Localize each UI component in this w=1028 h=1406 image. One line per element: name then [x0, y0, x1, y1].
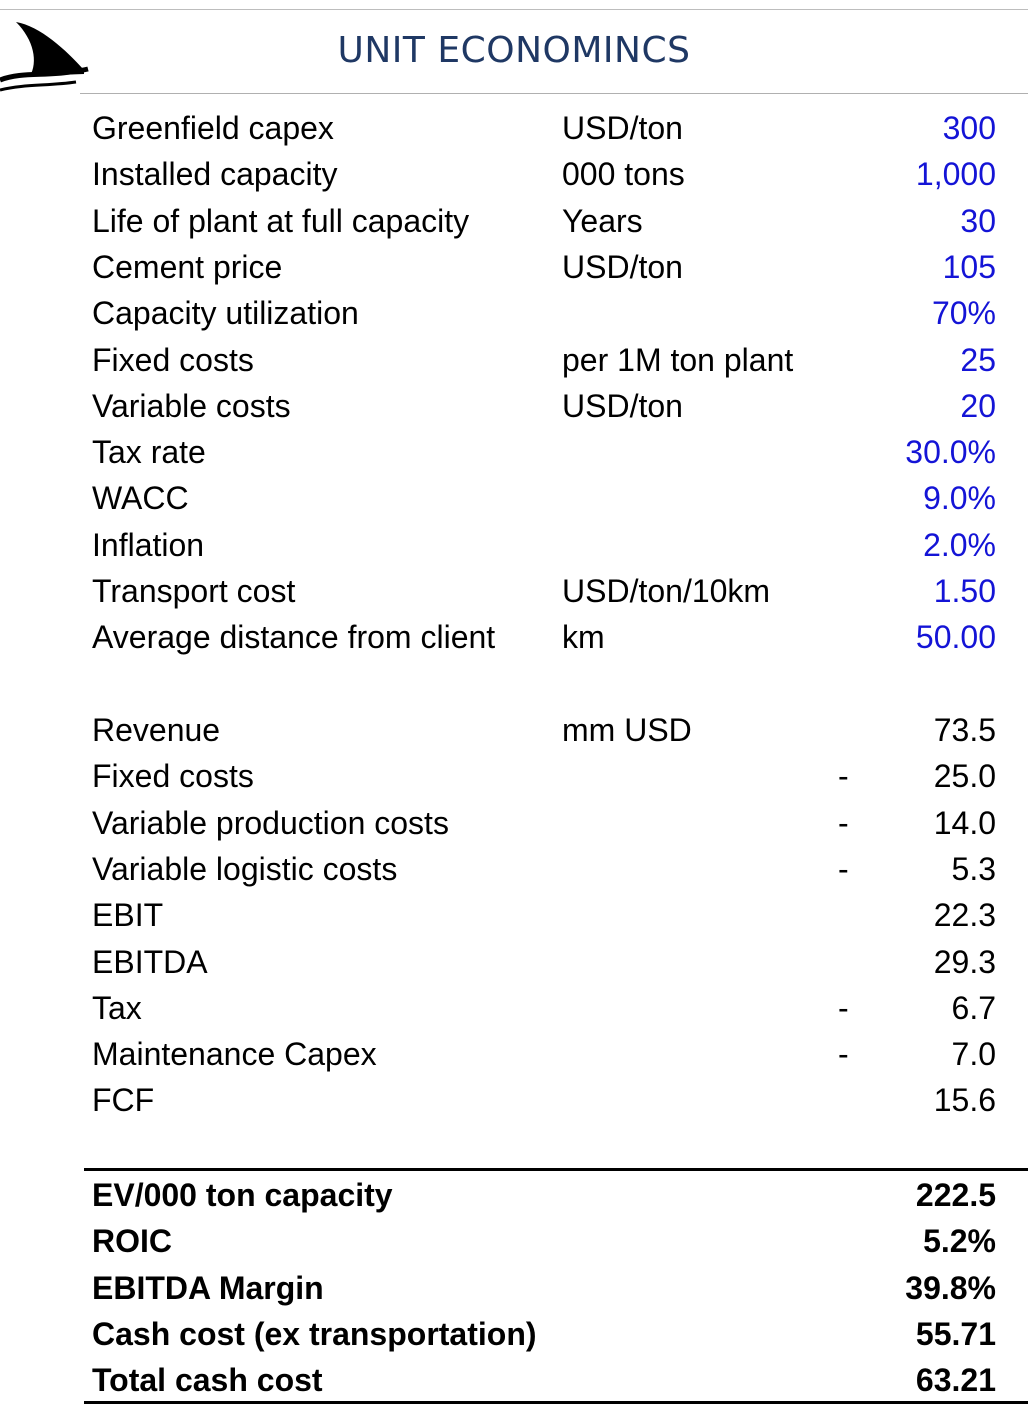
row-label: EBIT: [92, 897, 164, 934]
summary-label: ROIC: [92, 1223, 172, 1260]
summary-label: EV/000 ton capacity: [92, 1177, 393, 1213]
input-value: 1,000: [915, 156, 996, 193]
table-row: [0, 707, 1028, 753]
row-label: Fixed costs: [92, 758, 254, 795]
summary-bottom-rule: [84, 1401, 1028, 1404]
row-unit: per 1M ton plant: [562, 341, 794, 378]
table-row: [0, 1357, 1028, 1403]
table-row: [0, 568, 1028, 614]
input-value: 1.50: [933, 573, 996, 609]
table-row: [0, 939, 1028, 985]
row-label: Life of plant at full capacity: [92, 202, 470, 239]
table-row: [0, 846, 1028, 892]
summary-top-rule: [84, 1168, 1028, 1171]
table-row: [0, 1172, 1028, 1218]
summary-label: Cash cost (ex transportation): [92, 1315, 537, 1352]
title-divider: [80, 93, 1028, 94]
table-row: [0, 475, 1028, 521]
row-value: 25.0: [933, 758, 996, 795]
row-label: FCF: [92, 1082, 155, 1119]
table-row: [0, 892, 1028, 938]
negative-sign: -: [838, 758, 849, 795]
row-label: Cement price: [92, 248, 283, 285]
row-unit: km: [562, 619, 605, 656]
top-divider: [0, 9, 1028, 10]
input-value: 70%: [931, 295, 996, 332]
table-row: [0, 1218, 1028, 1264]
table-row: [0, 429, 1028, 475]
table-row: [0, 383, 1028, 429]
row-label: WACC: [92, 480, 189, 517]
row-label: Fixed costs: [92, 341, 254, 378]
row-label: Greenfield capex: [92, 110, 334, 146]
row-label: Variable logistic costs: [92, 850, 398, 887]
summary-value: 55.71: [915, 1315, 996, 1352]
summary-value: 39.8%: [905, 1269, 996, 1306]
table-row: [0, 337, 1028, 383]
input-value: 30.0%: [905, 434, 996, 471]
input-value: 300: [942, 110, 996, 146]
table-row: [0, 1077, 1028, 1123]
row-value: 22.3: [933, 897, 996, 934]
table-row: [0, 753, 1028, 799]
table-row: [0, 522, 1028, 568]
table-row: [0, 105, 1028, 151]
negative-sign: -: [838, 1036, 849, 1073]
row-label: EBITDA: [92, 943, 208, 980]
row-value: 29.3: [933, 943, 996, 980]
row-label: Average distance from client: [92, 619, 496, 656]
row-label: Transport cost: [92, 573, 296, 609]
row-label: Revenue: [92, 712, 221, 748]
row-unit: USD/ton: [562, 110, 683, 146]
input-value: 25: [960, 341, 996, 378]
row-unit: 000 tons: [562, 156, 685, 193]
table-row: [0, 614, 1028, 660]
table-row: [0, 1031, 1028, 1077]
row-unit: USD/ton: [562, 248, 683, 285]
row-value: 5.3: [951, 850, 996, 887]
negative-sign: -: [838, 850, 849, 887]
row-unit: USD/ton/10km: [562, 573, 771, 609]
table-row: [0, 244, 1028, 290]
input-value: 9.0%: [923, 480, 996, 517]
row-unit: Years: [562, 202, 643, 239]
input-value: 50.00: [915, 619, 996, 656]
row-label: Maintenance Capex: [92, 1036, 377, 1073]
table-row: [0, 290, 1028, 336]
page-title: UNIT ECONOMINCS: [337, 30, 691, 71]
table-row: [0, 151, 1028, 197]
summary-value: 222.5: [915, 1177, 996, 1213]
row-value: 14.0: [933, 804, 996, 841]
summary-value: 5.2%: [923, 1223, 996, 1260]
row-value: 73.5: [933, 712, 996, 748]
row-value: 6.7: [951, 989, 996, 1026]
input-value: 30: [960, 202, 996, 239]
table-row: [0, 1311, 1028, 1357]
row-value: 7.0: [951, 1036, 996, 1073]
summary-label: Total cash cost: [92, 1362, 323, 1399]
input-value: 20: [960, 387, 996, 424]
row-unit: USD/ton: [562, 387, 683, 424]
row-label: Inflation: [92, 526, 205, 563]
row-unit: mm USD: [562, 712, 692, 748]
row-label: Installed capacity: [92, 156, 338, 193]
row-label: Variable production costs: [92, 804, 449, 841]
table-row: [0, 800, 1028, 846]
input-value: 2.0%: [923, 526, 996, 563]
row-label: Capacity utilization: [92, 295, 359, 332]
table-row: [0, 985, 1028, 1031]
negative-sign: -: [838, 804, 849, 841]
row-label: Tax: [92, 989, 142, 1026]
row-label: Tax rate: [92, 434, 206, 471]
negative-sign: -: [838, 989, 849, 1026]
table-row: [0, 1265, 1028, 1311]
table-row: [0, 198, 1028, 244]
summary-value: 63.21: [915, 1362, 996, 1399]
input-value: 105: [942, 248, 996, 285]
row-value: 15.6: [933, 1082, 996, 1119]
summary-label: EBITDA Margin: [92, 1269, 324, 1306]
row-label: Variable costs: [92, 387, 291, 424]
